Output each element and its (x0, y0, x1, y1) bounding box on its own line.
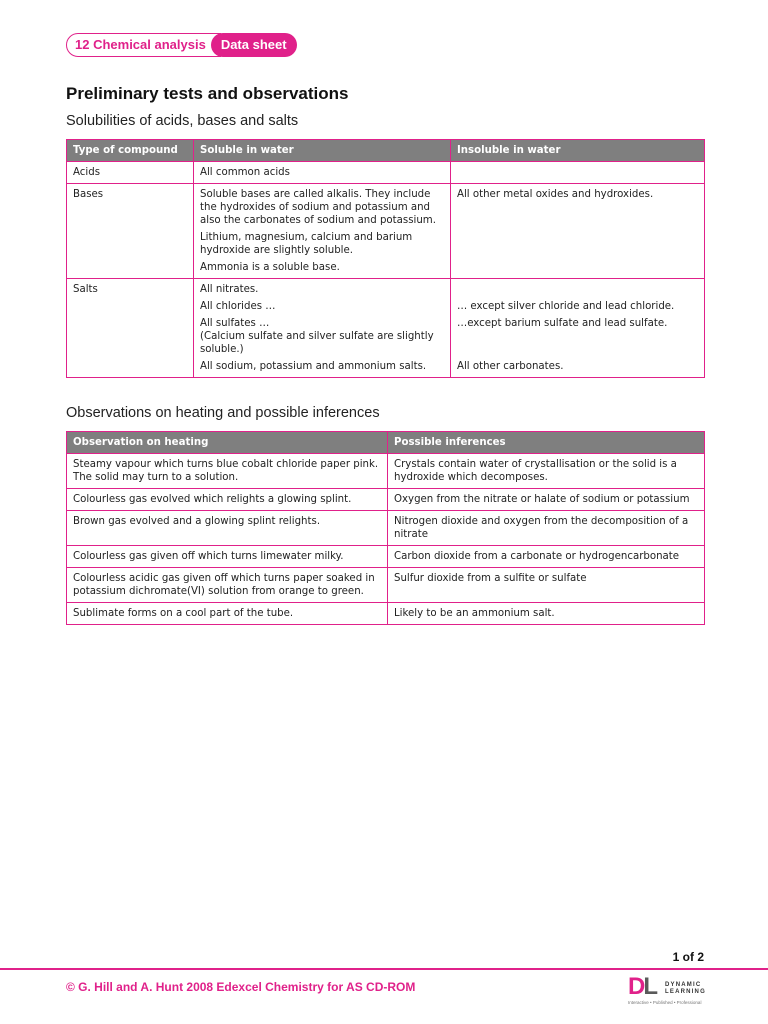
cell-text: Ammonia is a soluble base. (200, 262, 340, 273)
inference-cell: Nitrogen dioxide and oxygen from the decomposition of a nitrate (388, 511, 705, 546)
copyright-notice: © G. Hill and A. Hunt 2008 Edexcel Chemistry for AS CD-ROM (66, 980, 416, 994)
data-sheet-tab: Data sheet (211, 33, 297, 57)
insoluble-cell (451, 279, 705, 378)
heating-table (66, 431, 705, 625)
cell-text: All sodium, potassium and ammonium salts. (200, 361, 427, 372)
cell-text: All other carbonates. (457, 361, 564, 372)
observation-cell: Steamy vapour which turns blue cobalt chloride paper pink. The solid may turn to a solution. (67, 454, 388, 489)
type-cell: Acids (67, 162, 194, 184)
dynamic-learning-logo (628, 974, 708, 1008)
table-row (67, 184, 705, 279)
cell-text: All chlorides … (200, 301, 276, 312)
inference-cell: Oxygen from the nitrate or halate of sodium or potassium (388, 489, 705, 511)
cell-text: (Calcium sulfate and silver sulfate are slightly soluble.) (200, 331, 434, 355)
cell-text: …except barium sulfate and lead sulfate. (457, 318, 668, 329)
table-row (67, 511, 705, 546)
logo-tagline: Interactive • Published • Professional (628, 1000, 702, 1005)
soluble-cell: All common acids (194, 162, 451, 184)
page-number: 1 of 2 (672, 950, 704, 964)
logo-word-dynamic: DYNAMIC (665, 982, 702, 988)
header-tabs (66, 33, 297, 57)
observation-cell: Colourless gas evolved which relights a glowing splint. (67, 489, 388, 511)
table-row (67, 454, 705, 489)
table-row (67, 489, 705, 511)
insoluble-cell: All other metal oxides and hydroxides. (451, 184, 705, 279)
cell-text: All nitrates. (200, 284, 259, 295)
inference-cell: Carbon dioxide from a carbonate or hydrogencarbonate (388, 546, 705, 568)
type-cell: Salts (67, 279, 194, 378)
observation-cell: Colourless gas given off which turns limewater milky. (67, 546, 388, 568)
column-header: Possible inferences (388, 432, 705, 454)
table-row (67, 162, 705, 184)
solubility-heading: Solubilities of acids, bases and salts (66, 113, 299, 129)
chapter-tab: 12 Chemical analysis (66, 33, 221, 57)
page-title: Preliminary tests and observations (66, 84, 349, 103)
inference-cell: Crystals contain water of crystallisation or the solid is a hydroxide which decomposes. (388, 454, 705, 489)
cell-text: Lithium, magnesium, calcium and barium hydroxide are slightly soluble. (200, 232, 413, 256)
insoluble-cell (451, 162, 705, 184)
inference-cell: Sulfur dioxide from a sulfite or sulfate (388, 568, 705, 603)
table-row (67, 279, 705, 378)
cell-text: All sulfates … (200, 318, 270, 329)
observation-cell: Colourless acidic gas given off which turns paper soaked in potassium dichromate(VI) solution from orange to green. (67, 568, 388, 603)
table-header-row (67, 140, 705, 162)
heating-heading: Observations on heating and possible inferences (66, 405, 380, 421)
table-row (67, 603, 705, 625)
table-header-row (67, 432, 705, 454)
logo-word-learning: LEARNING (665, 989, 706, 995)
column-header: Soluble in water (194, 140, 451, 162)
cell-text: … except silver chloride and lead chloride. (457, 301, 675, 312)
footer-divider (0, 968, 768, 970)
table-row (67, 568, 705, 603)
soluble-cell (194, 184, 451, 279)
column-header: Type of compound (67, 140, 194, 162)
cell-text: Soluble bases are called alkalis. They include the hydroxides of sodium and potassium and also the carbonates of sodium and potassium. (200, 189, 436, 226)
column-header: Insoluble in water (451, 140, 705, 162)
solubility-table (66, 139, 705, 378)
type-cell: Bases (67, 184, 194, 279)
table-row (67, 546, 705, 568)
column-header: Observation on heating (67, 432, 388, 454)
observation-cell: Sublimate forms on a cool part of the tube. (67, 603, 388, 625)
inference-cell: Likely to be an ammonium salt. (388, 603, 705, 625)
observation-cell: Brown gas evolved and a glowing splint relights. (67, 511, 388, 546)
logo-monogram: DL (628, 973, 657, 1000)
soluble-cell (194, 279, 451, 378)
